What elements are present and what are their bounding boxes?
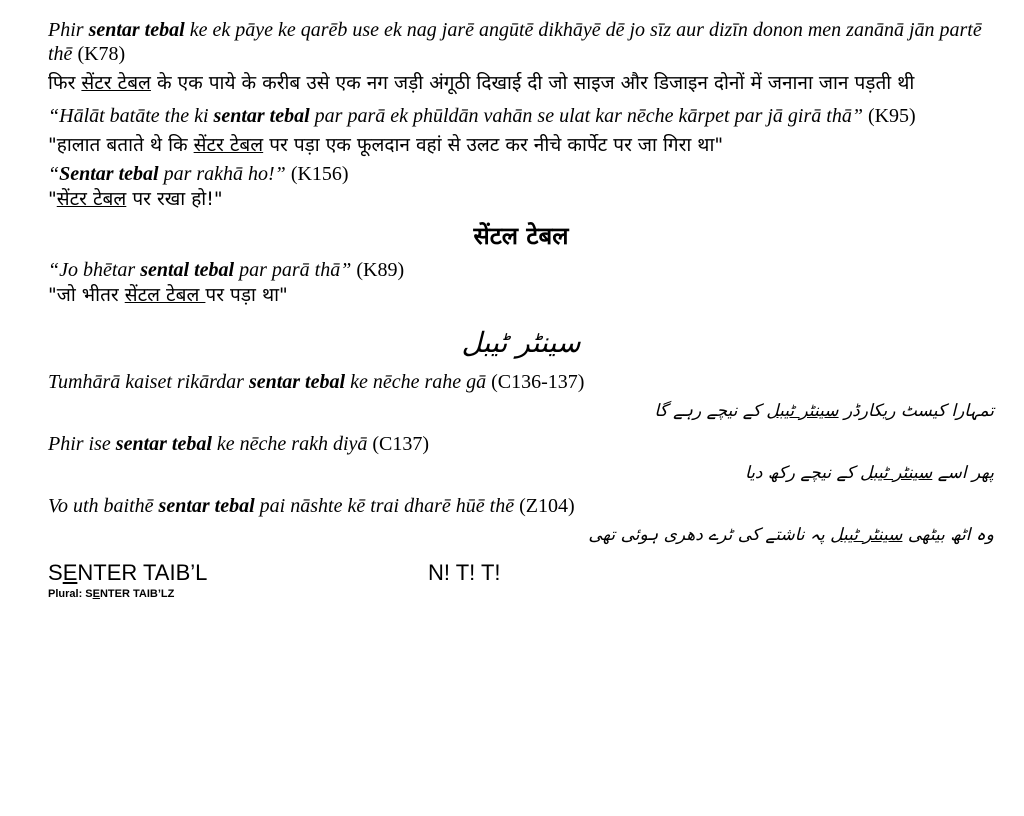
example-transliteration: Tumhārā kaiset rikārdar sentar tebal ke nēche rahe gā (C136-137)	[48, 371, 585, 393]
example-hindi: "सेंटर टेबल पर रखा हो!"	[48, 188, 223, 210]
example-transliteration: “Sentar tebal par rakhā ho!” (K156)	[48, 163, 349, 185]
term-label: SENTER TAIB’L	[48, 560, 208, 585]
example-transliteration: Phir sentar tebal ke ek pāye ke qarēb use ek nag jarē angūtē dikhāyē dē jo sīz aur dizīn donon men zanānā jān partē thē (K78)	[48, 19, 982, 65]
section-heading-urdu: سینٹر ٹیبل	[461, 326, 581, 359]
example-hindi: फिर सेंटर टेबल के एक पाये के करीब उसे एक नग जड़ी अंगूठी दिखाई दी जो साइज और डिजाइन दोनों में जनाना जान पड़ती थी	[48, 72, 915, 94]
section-heading-sental: सेंटल टेबल	[473, 222, 569, 250]
example-hindi: "जो भीतर सेंटल टेबल पर पड़ा था"	[48, 284, 288, 306]
example-transliteration: “Jo bhētar sental tebal par parā thā” (K89)	[48, 259, 405, 281]
plural-label: Plural: SENTER TAIB’LZ	[48, 588, 175, 600]
example-transliteration: Vo uth baithē sentar tebal pai nāshte kē trai dharē hūē thē (Z104)	[48, 495, 575, 517]
example-hindi: "हालात बताते थे कि सेंटर टेबल पर पड़ा एक फूलदान वहां से उलट कर नीचे कार्पेट पर जा गिरा था"	[48, 134, 724, 156]
nti-notation: N! T! T!	[428, 560, 501, 585]
example-transliteration: Phir ise sentar tebal ke nēche rakh diyā (C137)	[48, 433, 430, 455]
example-urdu: تمہارا کیسٹ ریکارڈر سینٹر ٹیبل کے نیچے رہے گا	[654, 401, 994, 421]
term-row	[48, 560, 994, 586]
example-transliteration: “Hālāt batāte the ki sentar tebal par parā ek phūldān vahān se ulat kar nēche kārpet par jā girā thā” (K95)	[48, 105, 916, 127]
example-urdu: پھر اسے سینٹر ٹیبل کے نیچے رکھ دیا	[745, 463, 994, 483]
example-urdu: وہ اٹھ بیٹھی سینٹر ٹیبل پہ ناشتے کی ٹرے دھری ہوئی تھی	[588, 525, 994, 545]
